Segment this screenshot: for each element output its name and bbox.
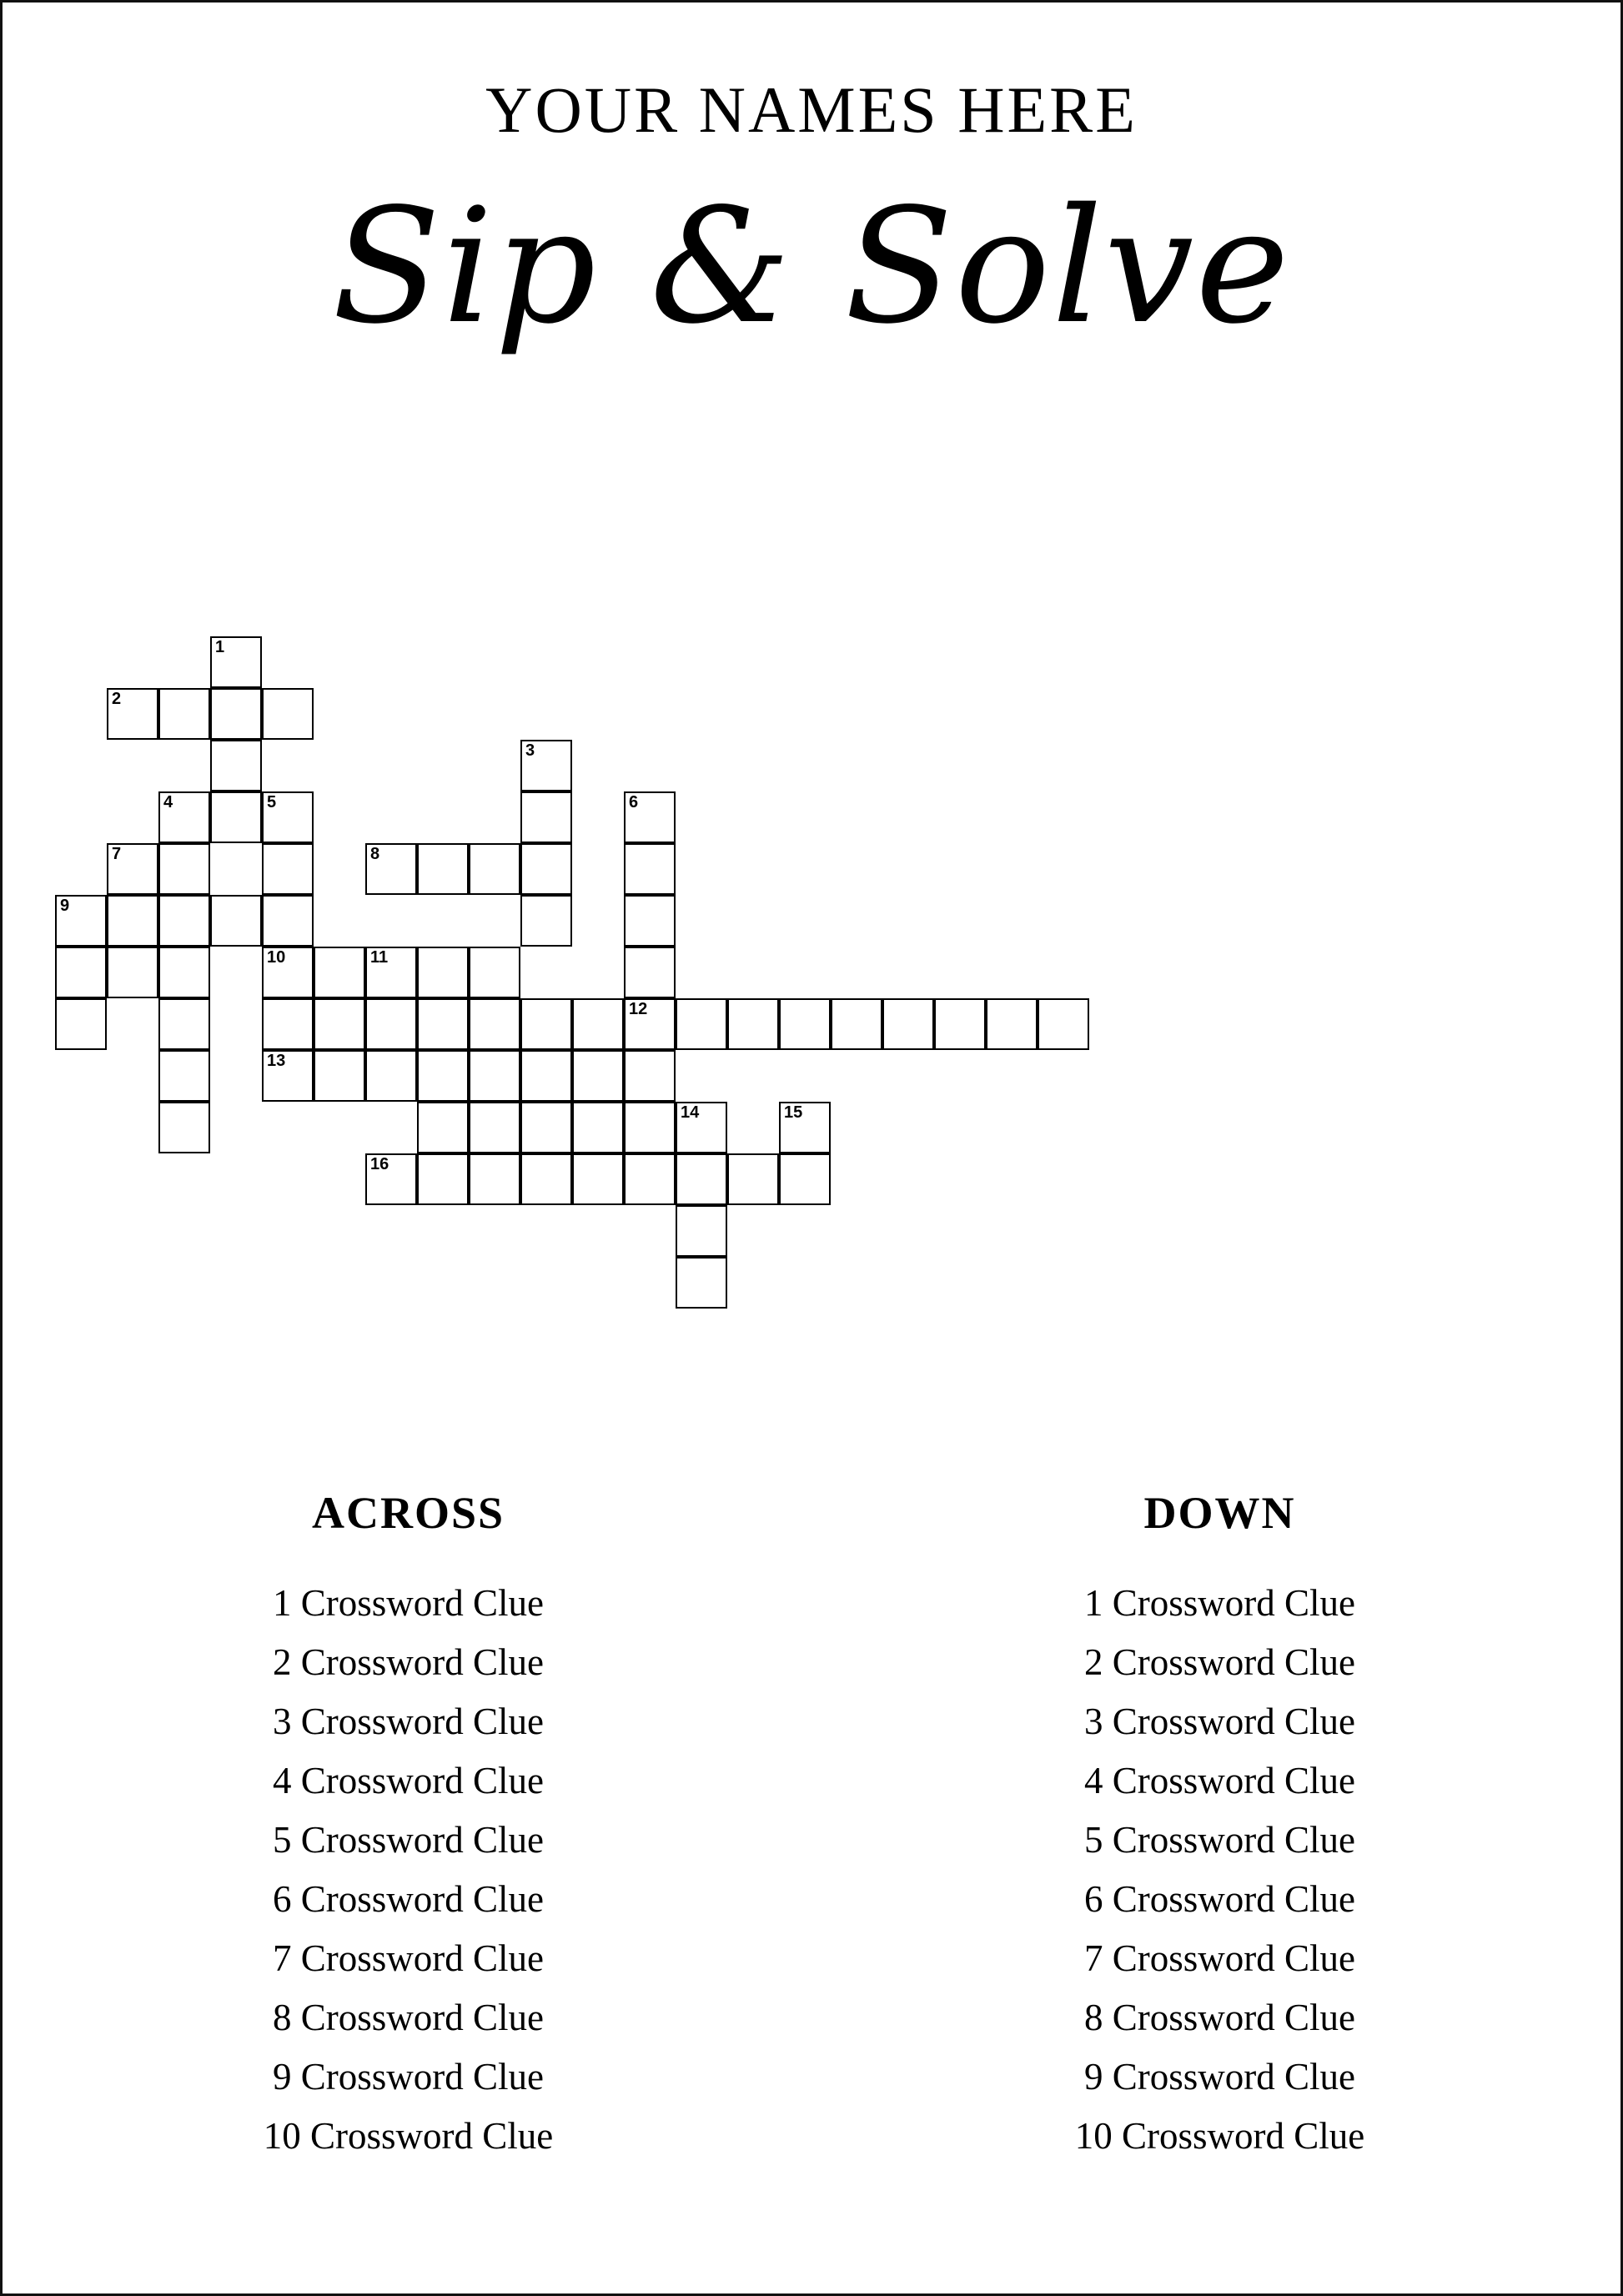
crossword-cell[interactable] — [417, 1153, 469, 1205]
crossword-cell[interactable] — [314, 947, 365, 998]
crossword-cell[interactable] — [158, 998, 210, 1050]
crossword-cell[interactable] — [624, 895, 676, 947]
crossword-cell[interactable] — [55, 947, 107, 998]
cell-number: 3 — [525, 741, 535, 760]
cell-number: 6 — [629, 793, 639, 811]
crossword-cell[interactable] — [779, 998, 831, 1050]
crossword-cell[interactable] — [676, 1153, 727, 1205]
cell-number: 1 — [215, 638, 225, 656]
crossword-cell[interactable] — [986, 998, 1038, 1050]
title-block — [3, 73, 1620, 366]
crossword-cell[interactable] — [365, 1050, 417, 1102]
crossword-cell-11[interactable] — [365, 947, 417, 998]
crossword-cell[interactable] — [831, 998, 882, 1050]
crossword-cell[interactable] — [262, 843, 314, 895]
clue-item: 2 Crossword Clue — [273, 1641, 544, 1683]
script-subtitle: Sip & Solve — [332, 174, 1291, 359]
clue-item: 9 Crossword Clue — [1084, 2056, 1355, 2098]
crossword-cell[interactable] — [469, 843, 520, 895]
crossword-cell-14[interactable] — [676, 1102, 727, 1153]
crossword-cell[interactable] — [676, 1205, 727, 1257]
crossword-cell[interactable] — [158, 843, 210, 895]
crossword-cell[interactable] — [520, 843, 572, 895]
clue-item: 7 Crossword Clue — [1084, 1937, 1355, 1979]
crossword-cell[interactable] — [365, 998, 417, 1050]
across-clue-list — [3, 1574, 814, 2166]
page-title: YOUR NAMES HERE — [485, 73, 1138, 146]
crossword-cell[interactable] — [158, 688, 210, 740]
clue-item: 8 Crossword Clue — [273, 1997, 544, 2038]
crossword-cell-12[interactable] — [624, 998, 676, 1050]
crossword-cell[interactable] — [210, 895, 262, 947]
crossword-cell-13[interactable] — [262, 1050, 314, 1102]
crossword-cell-8[interactable] — [365, 843, 417, 895]
crossword-cell[interactable] — [1038, 998, 1089, 1050]
crossword-cell[interactable] — [882, 998, 934, 1050]
cell-number: 14 — [681, 1103, 700, 1122]
cell-number: 4 — [163, 793, 173, 811]
crossword-cell[interactable] — [417, 1050, 469, 1102]
clue-item: 6 Crossword Clue — [1084, 1878, 1355, 1920]
cell-number: 12 — [629, 1000, 648, 1018]
cell-number: 9 — [60, 897, 70, 915]
crossword-cell[interactable] — [469, 1050, 520, 1102]
crossword-cell[interactable] — [520, 1153, 572, 1205]
crossword-cell[interactable] — [727, 998, 779, 1050]
cell-number: 13 — [267, 1052, 286, 1070]
down-heading: DOWN — [1143, 1488, 1296, 1538]
crossword-cell[interactable] — [417, 947, 469, 998]
clue-item: 4 Crossword Clue — [273, 1760, 544, 1801]
crossword-cell[interactable] — [262, 895, 314, 947]
crossword-cell-3[interactable] — [520, 740, 572, 791]
cell-number: 8 — [370, 845, 380, 863]
crossword-cell-10[interactable] — [262, 947, 314, 998]
clue-item: 10 Crossword Clue — [263, 2115, 554, 2157]
crossword-cell[interactable] — [107, 895, 158, 947]
across-column — [3, 1487, 814, 2166]
crossword-cell[interactable] — [520, 998, 572, 1050]
crossword-cell[interactable] — [417, 843, 469, 895]
down-column — [814, 1487, 1623, 2166]
crossword-cell[interactable] — [572, 1102, 624, 1153]
crossword-cell-6[interactable] — [624, 791, 676, 843]
crossword-cell-15[interactable] — [779, 1102, 831, 1153]
cell-number: 11 — [370, 948, 389, 967]
crossword-cell[interactable] — [727, 1153, 779, 1205]
clue-item: 3 Crossword Clue — [273, 1701, 544, 1742]
crossword-cell-5[interactable] — [262, 791, 314, 843]
crossword-cell[interactable] — [520, 1050, 572, 1102]
crossword-cell[interactable] — [520, 1102, 572, 1153]
cell-number: 15 — [784, 1103, 803, 1122]
crossword-cell-1[interactable] — [210, 636, 262, 688]
crossword-cell[interactable] — [158, 1102, 210, 1153]
crossword-cell[interactable] — [572, 998, 624, 1050]
crossword-cell-16[interactable] — [365, 1153, 417, 1205]
clue-item: 10 Crossword Clue — [1074, 2115, 1365, 2157]
crossword-cell[interactable] — [314, 998, 365, 1050]
crossword-cell[interactable] — [469, 1153, 520, 1205]
clue-item: 6 Crossword Clue — [273, 1878, 544, 1920]
cell-number: 10 — [267, 948, 286, 967]
crossword-cell[interactable] — [469, 947, 520, 998]
crossword-cell[interactable] — [624, 1050, 676, 1102]
crossword-cell[interactable] — [624, 1102, 676, 1153]
crossword-cell-4[interactable] — [158, 791, 210, 843]
clue-item: 5 Crossword Clue — [1084, 1819, 1355, 1861]
clue-item: 3 Crossword Clue — [1084, 1701, 1355, 1742]
crossword-cell-2[interactable] — [107, 688, 158, 740]
crossword-cell[interactable] — [572, 1050, 624, 1102]
clue-item: 9 Crossword Clue — [273, 2056, 544, 2098]
clue-item: 7 Crossword Clue — [273, 1937, 544, 1979]
crossword-cell[interactable] — [676, 1257, 727, 1309]
cell-number: 5 — [267, 793, 277, 811]
crossword-cell[interactable] — [210, 740, 262, 791]
clue-item: 8 Crossword Clue — [1084, 1997, 1355, 2038]
crossword-cell[interactable] — [624, 843, 676, 895]
crossword-cell[interactable] — [520, 791, 572, 843]
clue-item: 4 Crossword Clue — [1084, 1760, 1355, 1801]
crossword-cell[interactable] — [210, 688, 262, 740]
clue-item: 1 Crossword Clue — [273, 1582, 544, 1624]
crossword-cell[interactable] — [158, 947, 210, 998]
crossword-cell[interactable] — [107, 947, 158, 998]
crossword-cell[interactable] — [572, 1153, 624, 1205]
crossword-cell[interactable] — [262, 998, 314, 1050]
across-heading: ACROSS — [311, 1488, 505, 1538]
crossword-cell[interactable] — [469, 998, 520, 1050]
clues-section — [3, 1487, 1623, 2166]
crossword-cell[interactable] — [469, 1102, 520, 1153]
crossword-cell[interactable] — [158, 1050, 210, 1102]
down-clue-list — [814, 1574, 1623, 2166]
crossword-cell[interactable] — [934, 998, 986, 1050]
cell-number: 7 — [112, 845, 122, 863]
crossword-cell[interactable] — [262, 688, 314, 740]
crossword-cell[interactable] — [417, 998, 469, 1050]
crossword-cell[interactable] — [624, 1153, 676, 1205]
crossword-grid — [3, 620, 1623, 1420]
clue-item: 2 Crossword Clue — [1084, 1641, 1355, 1683]
crossword-cell[interactable] — [779, 1153, 831, 1205]
crossword-cell[interactable] — [676, 998, 727, 1050]
crossword-cell-7[interactable] — [107, 843, 158, 895]
crossword-cell[interactable] — [210, 791, 262, 843]
crossword-cell-9[interactable] — [55, 895, 107, 947]
crossword-cell[interactable] — [520, 895, 572, 947]
clue-item: 5 Crossword Clue — [273, 1819, 544, 1861]
cell-number: 16 — [370, 1155, 389, 1173]
clue-item: 1 Crossword Clue — [1084, 1582, 1355, 1624]
crossword-cell[interactable] — [417, 1102, 469, 1153]
cell-number: 2 — [112, 690, 122, 708]
crossword-cell[interactable] — [55, 998, 107, 1050]
crossword-cell[interactable] — [158, 895, 210, 947]
crossword-cell[interactable] — [314, 1050, 365, 1102]
crossword-cell[interactable] — [624, 947, 676, 998]
